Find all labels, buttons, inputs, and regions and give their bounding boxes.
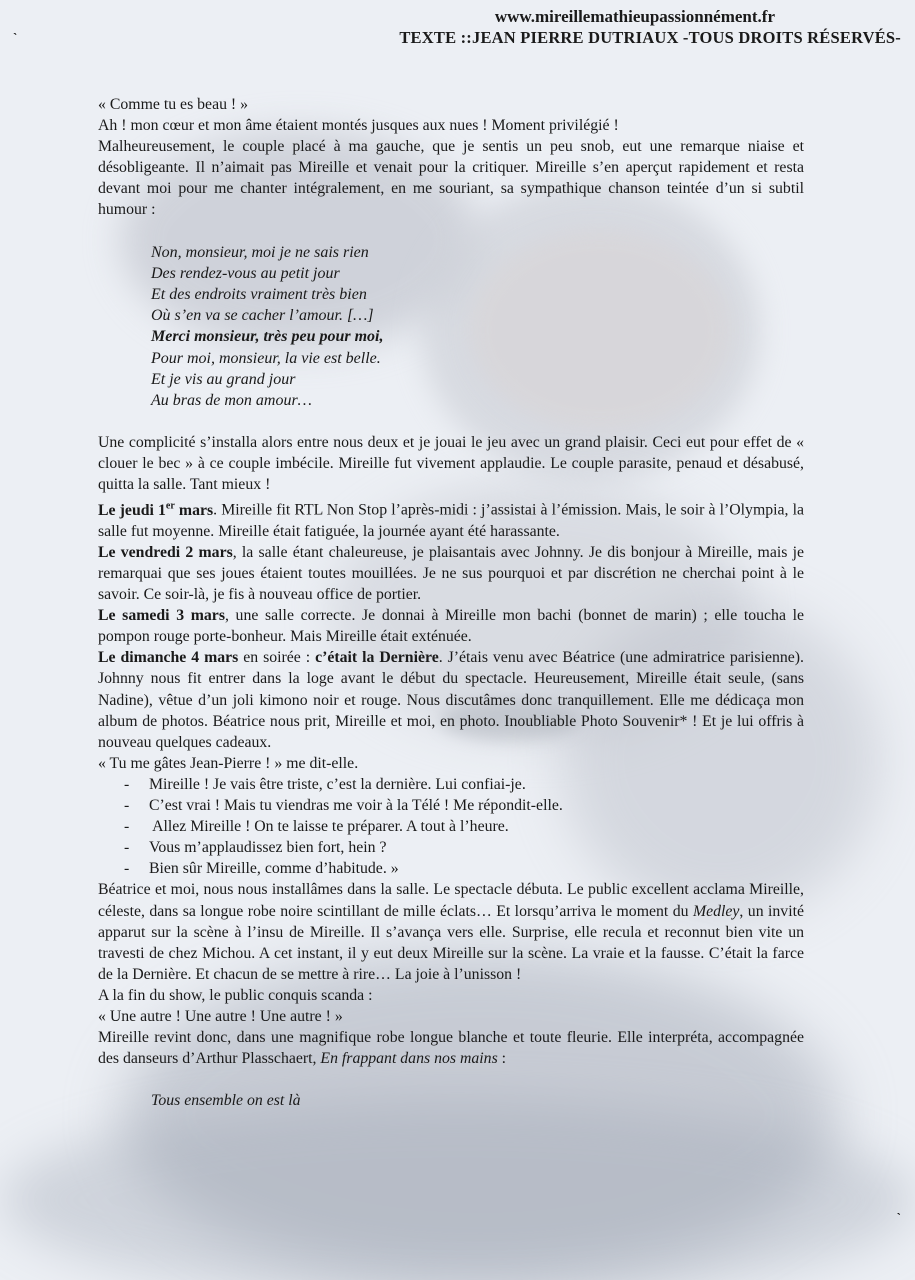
quote-line: « Tu me gâtes Jean-Pierre ! » me dit-elle. [98,754,359,772]
lyric-line: Où s’en va se cacher l’amour. […] [151,307,374,325]
lyric-line-bold: Merci monsieur, très peu pour moi, [151,328,384,346]
lyric-line: Pour moi, monsieur, la vie est belle. [151,349,381,367]
paragraph: Une complicité s’installa alors entre nous deux et je jouai le jeu avec un grand plaisir. Ceci eut pour effet de « clouer le bec » à ce couple imbécile. Mireille fut vivement applaudie. Le couple parasite, penaud et désabusé, quitta la salle. Tant mieux ! [98,434,804,494]
date-label: Le vendredi 2 mars [98,543,233,561]
song-title: En frappant dans nos mains [320,1050,498,1068]
paragraph-dimanche: Le dimanche 4 mars en soirée : c’était la Dernière. J’étais venu avec Béatrice (une admiratrice parisienne). Johnny nous fit entrer dans la loge avant le début du spectacle. Heureusement, Mireille était seule, (sans Nadine), vêtue d’un joli kimono noir et rouge. Nous discutâmes donc tranquillement. Elle me dédicaça mon album de photos. Béatrice nous prit, Mireille et moi, en photo. Inoubliable Photo Souvenir* ! Et je lui offris à nouveau quelques cadeaux. [98,649,804,751]
quote-line: « Une autre ! Une autre ! Une autre ! » [98,1007,343,1025]
dialogue-line: - Allez Mireille ! On te laisse te préparer. A tout à l’heure. [124,818,509,836]
dialogue-line: - C’est vrai ! Mais tu viendras me voir à la Télé ! Me répondit-elle. [124,797,563,815]
lyric-line-final: Tous ensemble on est là [151,1092,301,1110]
lyric-line: Des rendez-vous au petit jour [151,264,340,282]
date-label: Le dimanche 4 mars [98,649,239,667]
paragraph: Mireille revint donc, dans une magnifique robe longue blanche et toute fleurie. Elle interpréta, accompagnée des danseurs d’Arthur Plasschaert, En frappant dans nos mains : [98,1029,804,1068]
lyric-line: Et des endroits vraiment très bien [151,285,367,303]
scan-mark: ` [13,30,18,45]
paragraph-samedi: Le samedi 3 mars, une salle correcte. Je donnai à Mireille mon bachi (bonnet de marin) ; elle toucha le pompon rouge porte-bonheur. Mais Mireille était exténuée. [98,607,804,646]
site-url: www.mireillemathieupassionnément.fr [494,7,775,26]
quote-line: « Comme tu es beau ! » [98,96,249,113]
paragraph: A la fin du show, le public conquis scanda : [98,986,373,1004]
paragraph: Béatrice et moi, nous nous installâmes dans la salle. Le spectacle débuta. Le public excellent acclama Mireille, céleste, dans sa longue robe noire scintillant de mille éclats… Et lorsqu’arriva le moment du Medley, un invité apparut sur la scène à l’insu de Mireille. Il s’avança vers elle. Surprise, elle recula et reconnut bien vite un travesti de chez Michou. A cet instant, il y eut deux Mireille sur la scène. La vraie et la fausse. C’était la farce de la Dernière. Et chacun de se mettre à rire… La joie à l’unisson ! [98,881,804,983]
page-header [399,6,901,48]
copyright-notice: TEXTE ::JEAN PIERRE DUTRIAUX -TOUS DROITS RÉSERVÉS- [399,28,901,47]
date-label: Le samedi 3 mars [98,607,225,625]
paragraph-vendredi: Le vendredi 2 mars, la salle étant chaleureuse, je plaisantais avec Johnny. Je dis bonjour à Mireille, mais je remarquai que ses joues étaient toutes mouillées. Je ne sus pourquoi et par discrétion ne cherchai point à le savoir. Ce soir-là, je fis à nouveau office de portier. [98,543,804,604]
emphasis: c’était la Dernière [315,649,439,667]
lyric-line: Et je vis au grand jour [151,370,296,388]
lyric-line: Non, monsieur, moi je ne sais rien [151,243,369,261]
lyric-line: Au bras de mon amour… [151,391,312,409]
dialogue-list [98,774,804,879]
paragraph: Ah ! mon cœur et mon âme étaient montés jusques aux nues ! Moment privilégié ! [98,117,619,135]
paragraph: Malheureusement, le couple placé à ma gauche, que je sentis un peu snob, eut une remarque niaise et désobligeante. Il n’aimait pas Mireille et venait pour la critiquer. Mireille s’en aperçut rapidement et resta devant moi pour me chanter intégralement, en me souriant, sa sympathique chanson teintée d’un si subtil humour : [98,138,804,219]
scan-mark: ` [896,1210,901,1225]
dialogue-line: - Vous m’applaudissez bien fort, hein ? [124,839,387,857]
document-body [98,94,804,1111]
italic-term: Medley [692,902,740,920]
date-label: Le jeudi 1er mars [98,500,214,519]
dialogue-line: - Bien sûr Mireille, comme d’habitude. » [124,860,399,878]
song-lyrics [151,242,804,412]
dialogue-line: - Mireille ! Je vais être triste, c’est la dernière. Lui confiai-je. [124,775,526,793]
paragraph-jeudi: Le jeudi 1er mars. Mireille fit RTL Non Stop l’après-midi : j’assistai à l’émission. Mais, le soir à l’Olympia, la salle fut moyenne. Mireille était fatiguée, la journée ayant été harassante. [98,500,804,540]
